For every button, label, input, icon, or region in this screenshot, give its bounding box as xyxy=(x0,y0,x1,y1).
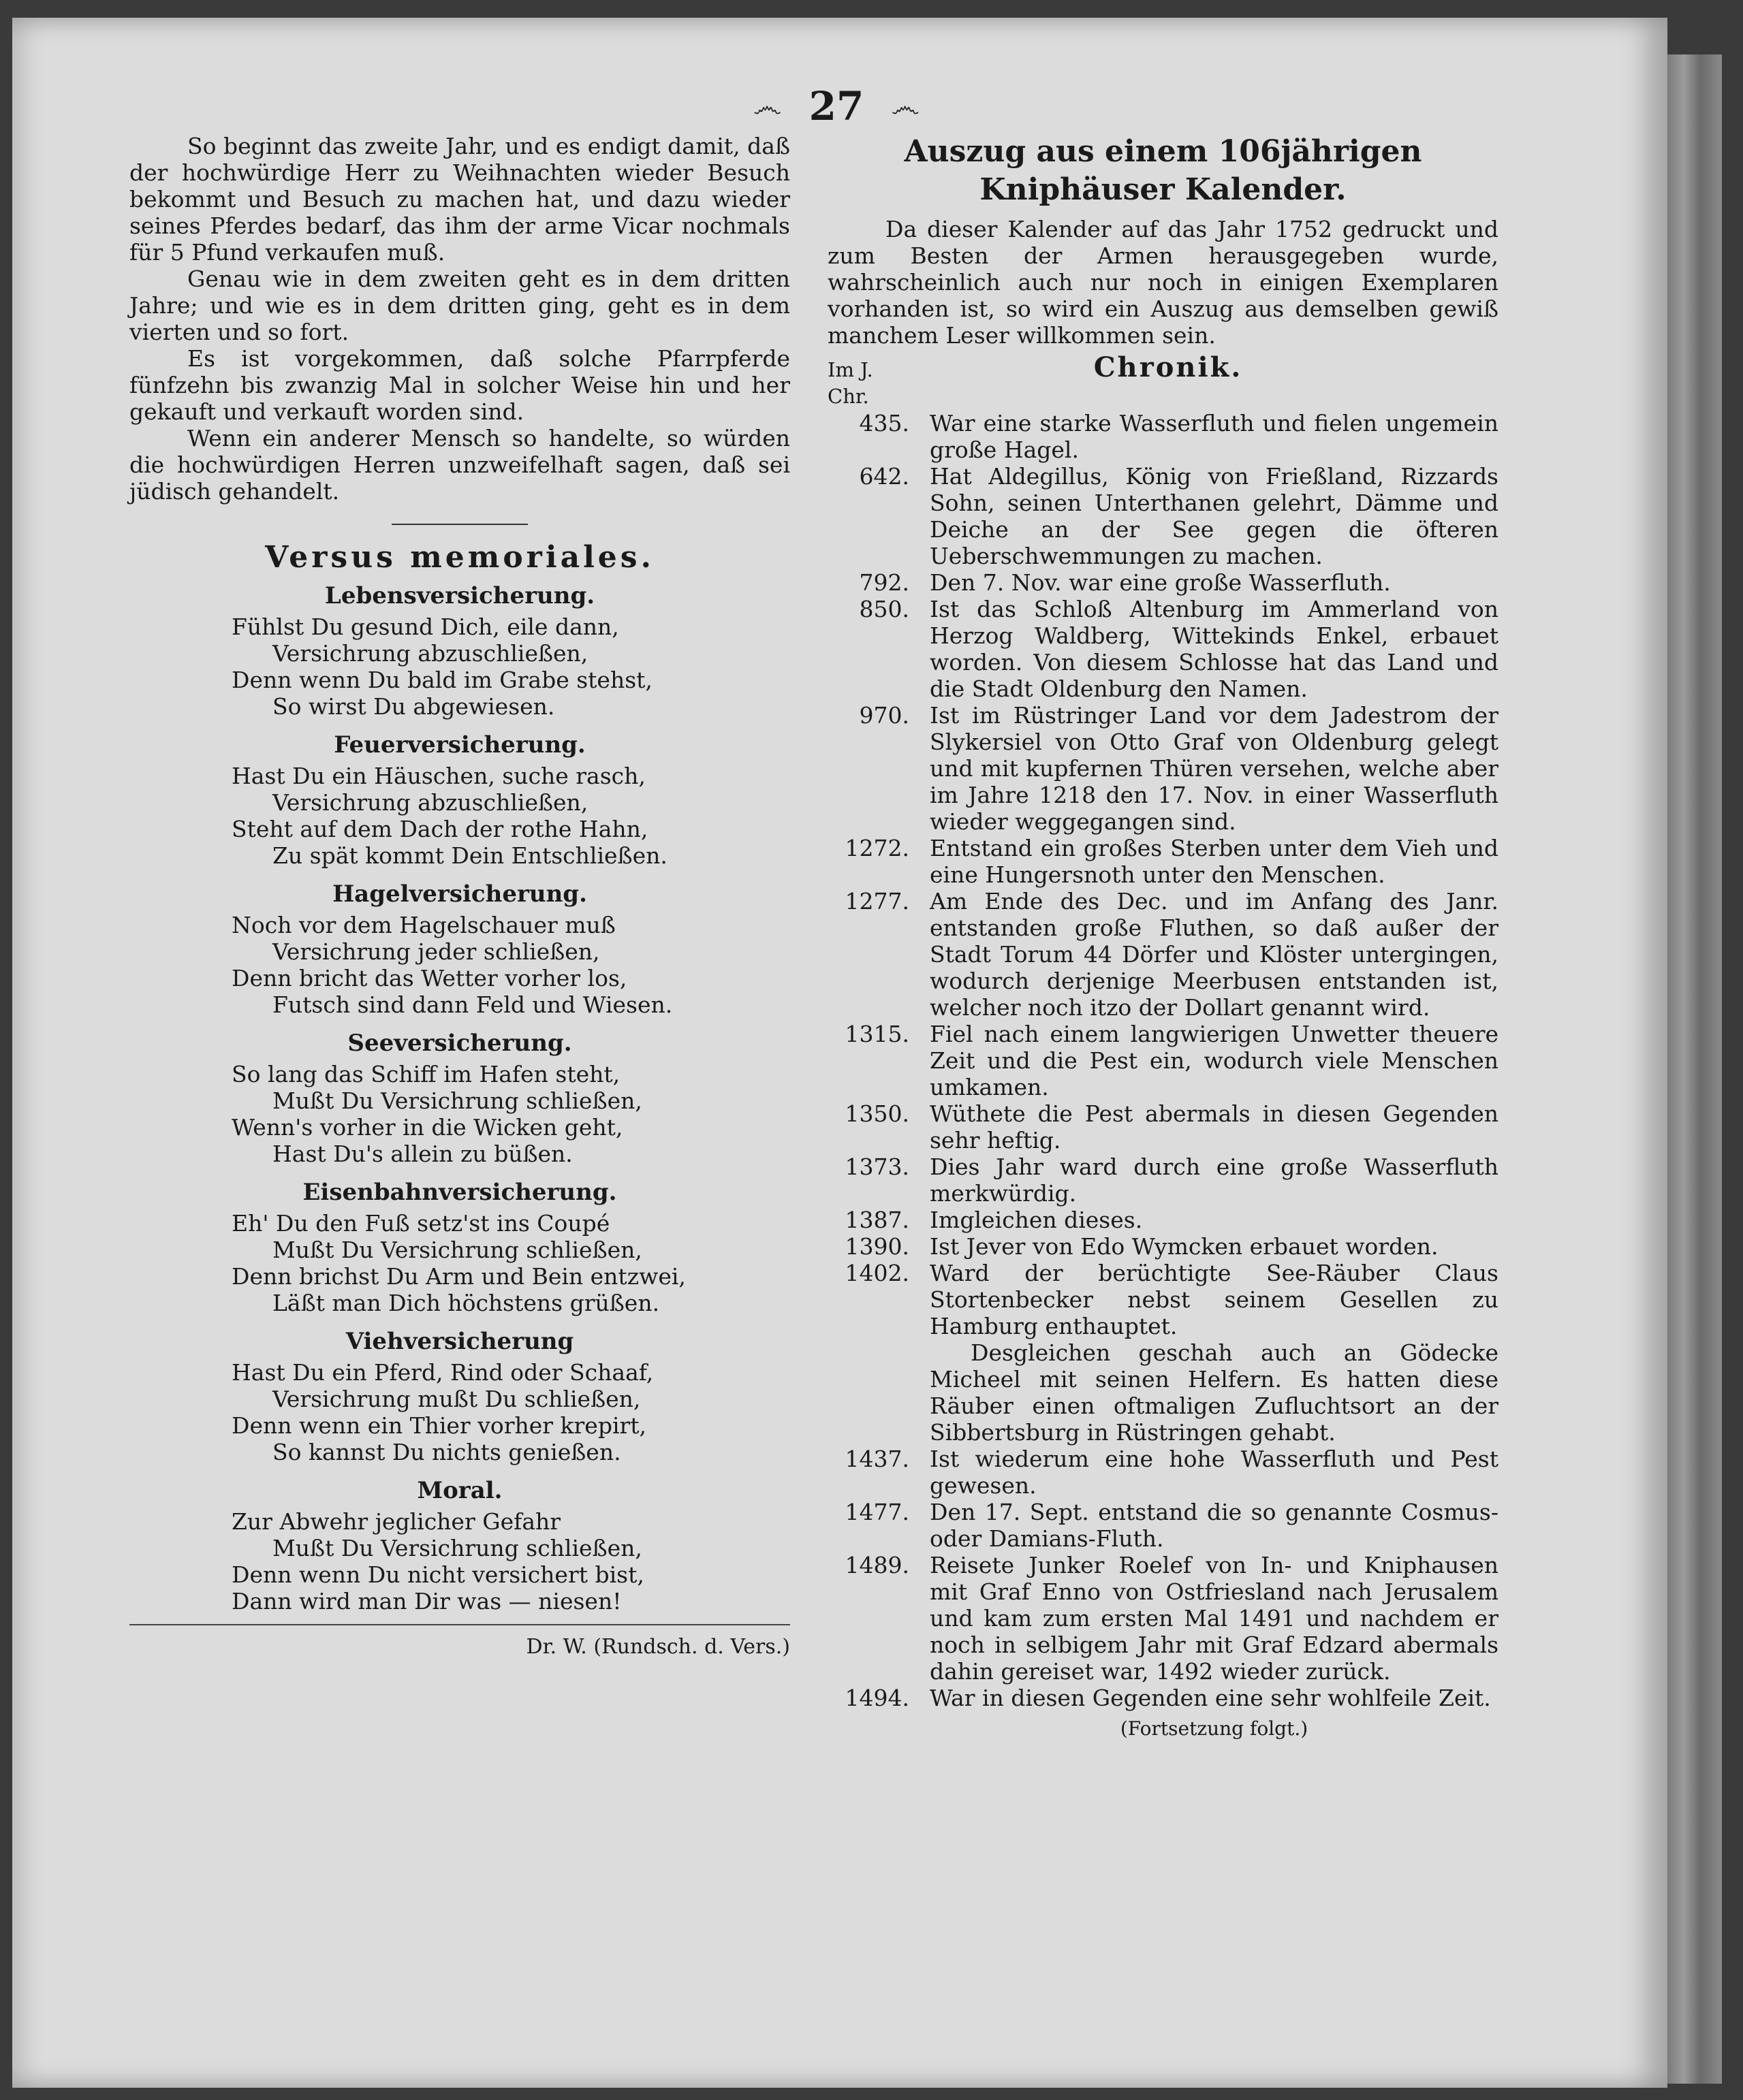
left-column xyxy=(129,133,790,1660)
poem-line: Fühlst Du gesund Dich, eile dann, xyxy=(232,614,619,640)
poem-line: So kannst Du nichts genießen. xyxy=(272,1439,621,1465)
right-ornament: ෴ xyxy=(891,89,920,124)
chronicle-entry xyxy=(828,1154,1498,1207)
poem-line: Eh' Du den Fuß setz'st ins Coupé xyxy=(232,1210,610,1237)
entry-year: 970. xyxy=(859,702,909,729)
intro-paragraph: Da dieser Kalender auf das Jahr 1752 gedruckt und zum Besten der Armen herausgegeben wurde, wahrscheinlich auch nur noch in einigen Exemplaren vorhanden ist, so wird ein Auszug aus demselben gewiß manchem Leser willkommen sein. xyxy=(828,216,1498,349)
entry-text: Den 17. Sept. entstand die so genannte Cosmus- oder Damians-Fluth. xyxy=(930,1499,1498,1552)
poem-line: Denn wenn ein Thier vorher krepirt, xyxy=(232,1412,647,1439)
poem-title: Feuerversicherung. xyxy=(334,731,586,759)
poem xyxy=(129,881,790,1018)
entry-text: Imgleichen dieses. xyxy=(930,1207,1143,1233)
poem-line: Zu spät kommt Dein Entschließen. xyxy=(272,842,668,869)
entry-text: Am Ende des Dec. und im Anfang des Janr. entstanden große Fluthen, so daß außer der Stadt Torum 44 Dörfer und Klöster untergingen, wodurch derjenige Meerbusen entstanden ist, welcher noch itzo der Dollart genannt wird. xyxy=(930,888,1498,1021)
chronicle-entry xyxy=(828,1685,1498,1711)
poem xyxy=(129,1478,790,1614)
entry-text: Ward der berüchtigte See-Räuber Claus Stortenbecker nebst seinem Gesellen zu Hamburg enthauptet. xyxy=(930,1260,1498,1339)
poem-title: Lebensversicherung. xyxy=(324,582,595,609)
entry-text: Den 7. Nov. war eine große Wasserfluth. xyxy=(930,569,1391,596)
chronicle-entry xyxy=(828,1499,1498,1552)
chronicle-entry xyxy=(828,1207,1498,1233)
entry-text: Reisete Junker Roelef von In- und Kniphausen mit Graf Enno von Ostfriesland nach Jerusalem und kam zum ersten Mal 1491 und nachdem er noch in selbigem Jahr mit Graf Edzard abermals dahin gereiset war, 1492 wieder zurück. xyxy=(930,1552,1498,1685)
entry-year: 1373. xyxy=(845,1154,909,1180)
poem-line: Dann wird man Dir was — niesen! xyxy=(232,1588,622,1614)
chronicle-entry xyxy=(828,1021,1498,1100)
poem-line: Hast Du ein Pferd, Rind oder Schaaf, xyxy=(232,1359,654,1386)
entry-year: 1350. xyxy=(845,1100,909,1127)
poem-line: Wenn's vorher in die Wicken geht, xyxy=(232,1114,623,1141)
chronicle-entry xyxy=(828,1233,1498,1260)
article-title xyxy=(828,133,1498,209)
poem-line: Denn wenn Du nicht versichert bist, xyxy=(232,1561,644,1588)
continuation-note: (Fortsetzung folgt.) xyxy=(1120,1717,1308,1740)
entry-year: 850. xyxy=(859,596,909,622)
paragraph: So beginnt das zweite Jahr, und es endigt damit, daß der hochwürdige Herr zu Weihnachten wieder Besuch bekommt und Besuch zu machen hat, und dazu wieder seines Pferdes bedarf, das ihm der arme Vicar nochmals für 5 Pfund verkaufen muß. xyxy=(129,133,790,266)
poem-line: Zur Abwehr jeglicher Gefahr xyxy=(232,1508,561,1535)
signature: Dr. W. (Rundsch. d. Vers.) xyxy=(129,1624,790,1660)
poem-line: Mußt Du Versichrung schließen, xyxy=(272,1535,642,1561)
poem-line: So lang das Schiff im Hafen steht, xyxy=(232,1061,621,1087)
poem xyxy=(129,1030,790,1167)
poem-line: Mußt Du Versichrung schließen, xyxy=(272,1087,642,1114)
chronik-header xyxy=(828,351,1498,410)
poem-line: Mußt Du Versichrung schließen, xyxy=(272,1237,642,1263)
divider xyxy=(392,524,528,525)
entry-text: Ist im Rüstringer Land vor dem Jadestrom der Slykersiel von Otto Graf von Oldenburg gelegt und mit kupfernen Thüren versehen, welche aber im Jahre 1218 den 17. Nov. in einer Wasserfluth wieder weggegangen sind. xyxy=(930,702,1498,835)
entry-year: 1402. xyxy=(845,1260,909,1286)
poem-title: Eisenbahnversicherung. xyxy=(302,1179,617,1206)
poem-line: Denn bricht das Wetter vorher los, xyxy=(232,965,627,991)
entry-year: 435. xyxy=(859,410,909,436)
entry-year: 1437. xyxy=(845,1446,909,1472)
poem-line: Läßt man Dich höchstens grüßen. xyxy=(272,1290,660,1316)
chronicle-entry xyxy=(828,702,1498,835)
chronicle-entry xyxy=(828,1100,1498,1154)
chronicle-entry xyxy=(828,463,1498,569)
chronicle-entry xyxy=(828,569,1498,596)
entry-text: Entstand ein großes Sterben unter dem Vieh und eine Hungersnoth unter den Menschen. xyxy=(930,835,1498,888)
entry-text: Fiel nach einem langwierigen Unwetter theuere Zeit und die Pest ein, wodurch viele Menschen umkamen. xyxy=(930,1021,1498,1100)
title-line: Auszug aus einem 106jährigen xyxy=(904,134,1422,169)
poem xyxy=(129,1329,790,1465)
right-column xyxy=(828,133,1498,1742)
entry-year: 1489. xyxy=(845,1552,909,1578)
entry-year: 1277. xyxy=(845,888,909,914)
era-label: Im J. Chr. xyxy=(828,358,873,408)
entry-text: Ist Jever von Edo Wymcken erbauet worden. xyxy=(930,1233,1439,1260)
entry-year: 1390. xyxy=(845,1233,909,1260)
entry-year: 642. xyxy=(859,463,909,490)
poem-line: Hast Du's allein zu büßen. xyxy=(272,1141,573,1167)
entry-year: 792. xyxy=(859,569,909,596)
poem-title: Viehversicherung xyxy=(345,1328,574,1355)
chronicle-entry xyxy=(828,1552,1498,1685)
chronicle-entry xyxy=(828,410,1498,463)
poem-line: Versichrung jeder schließen, xyxy=(272,938,600,965)
poem-line: Steht auf dem Dach der rothe Hahn, xyxy=(232,816,648,842)
entry-year: 1272. xyxy=(845,835,909,861)
poem-line: Noch vor dem Hagelschauer muß xyxy=(232,912,616,938)
page-number: 27 xyxy=(808,83,864,129)
poem xyxy=(129,583,790,720)
chronicle-entry xyxy=(828,835,1498,888)
chronicle-entry xyxy=(828,1260,1498,1339)
entry-year: 1387. xyxy=(845,1207,909,1233)
poem xyxy=(129,1179,790,1316)
poem-line: Hast Du ein Häuschen, suche rasch, xyxy=(232,763,646,789)
poem-line: Futsch sind dann Feld und Wiesen. xyxy=(272,991,673,1018)
entry-text: Wüthete die Pest abermals in diesen Gegenden sehr heftig. xyxy=(930,1100,1498,1154)
title-line: Kniphäuser Kalender. xyxy=(979,172,1347,207)
poem-line: Versichrung abzuschließen, xyxy=(272,789,588,816)
entry-text: War eine starke Wasserfluth und fielen ungemein große Hagel. xyxy=(930,410,1498,463)
book-edge xyxy=(1667,54,1722,2084)
poem-title: Seeversicherung. xyxy=(347,1030,572,1057)
entry-text: War in diesen Gegenden eine sehr wohlfeile Zeit. xyxy=(930,1685,1491,1711)
poem-line: Versichrung mußt Du schließen, xyxy=(272,1386,641,1412)
chronicle-entry xyxy=(828,1446,1498,1499)
poem-line: Denn brichst Du Arm und Bein entzwei, xyxy=(232,1263,686,1290)
poem-title: Hagelversicherung. xyxy=(332,880,587,908)
chronicle-entry xyxy=(828,888,1498,1021)
entry-year: 1477. xyxy=(845,1499,909,1525)
chronik-title: Chronik. xyxy=(1093,351,1243,383)
poem xyxy=(129,732,790,869)
paragraph: Wenn ein anderer Mensch so handelte, so würden die hochwürdigen Herren unzweifelhaft sagen, daß sei jüdisch gehandelt. xyxy=(129,425,790,505)
paragraph: Genau wie in dem zweiten geht es in dem dritten Jahre; und wie es in dem dritten ging, geht es in dem vierten und so fort. xyxy=(129,266,790,345)
paragraph: Es ist vorgekommen, daß solche Pfarrpferde fünfzehn bis zwanzig Mal in solcher Weise hin und her gekauft und verkauft worden sind. xyxy=(129,345,790,425)
entry-text: Dies Jahr ward durch eine große Wasserfluth merkwürdig. xyxy=(930,1154,1498,1207)
entry-year: 1494. xyxy=(845,1685,909,1711)
left-ornament: ෴ xyxy=(753,89,782,124)
entry-text: Ist wiederum eine hohe Wasserfluth und Pest gewesen. xyxy=(930,1446,1498,1499)
section-title: Versus memoriales. xyxy=(265,540,655,575)
entry-text: Hat Aldegillus, König von Frießland, Rizzards Sohn, seinen Unterthanen gelehrt, Dämme und Deiche an der See gegen die öfteren Ueberschwemmungen zu machen. xyxy=(930,463,1498,569)
poem-title: Moral. xyxy=(417,1477,503,1504)
entry-year: 1315. xyxy=(845,1021,909,1047)
poem-line: So wirst Du abgewiesen. xyxy=(272,693,555,720)
poem-line: Versichrung abzuschließen, xyxy=(272,640,588,667)
chronicle-entry xyxy=(828,596,1498,702)
continuation-paragraph: Desgleichen geschah auch an Gödecke Micheel mit seinen Helfern. Es hatten diese Räuber einen oftmaligen Zufluchtsort an der Sibbertsburg in Rüstringen gehabt. xyxy=(930,1339,1498,1446)
poem-line: Denn wenn Du bald im Grabe stehst, xyxy=(232,667,653,693)
entry-text: Ist das Schloß Altenburg im Ammerland von Herzog Waldberg, Wittekinds Enkel, erbauet worden. Von diesem Schlosse hat das Land und die Stadt Oldenburg den Namen. xyxy=(930,596,1498,702)
